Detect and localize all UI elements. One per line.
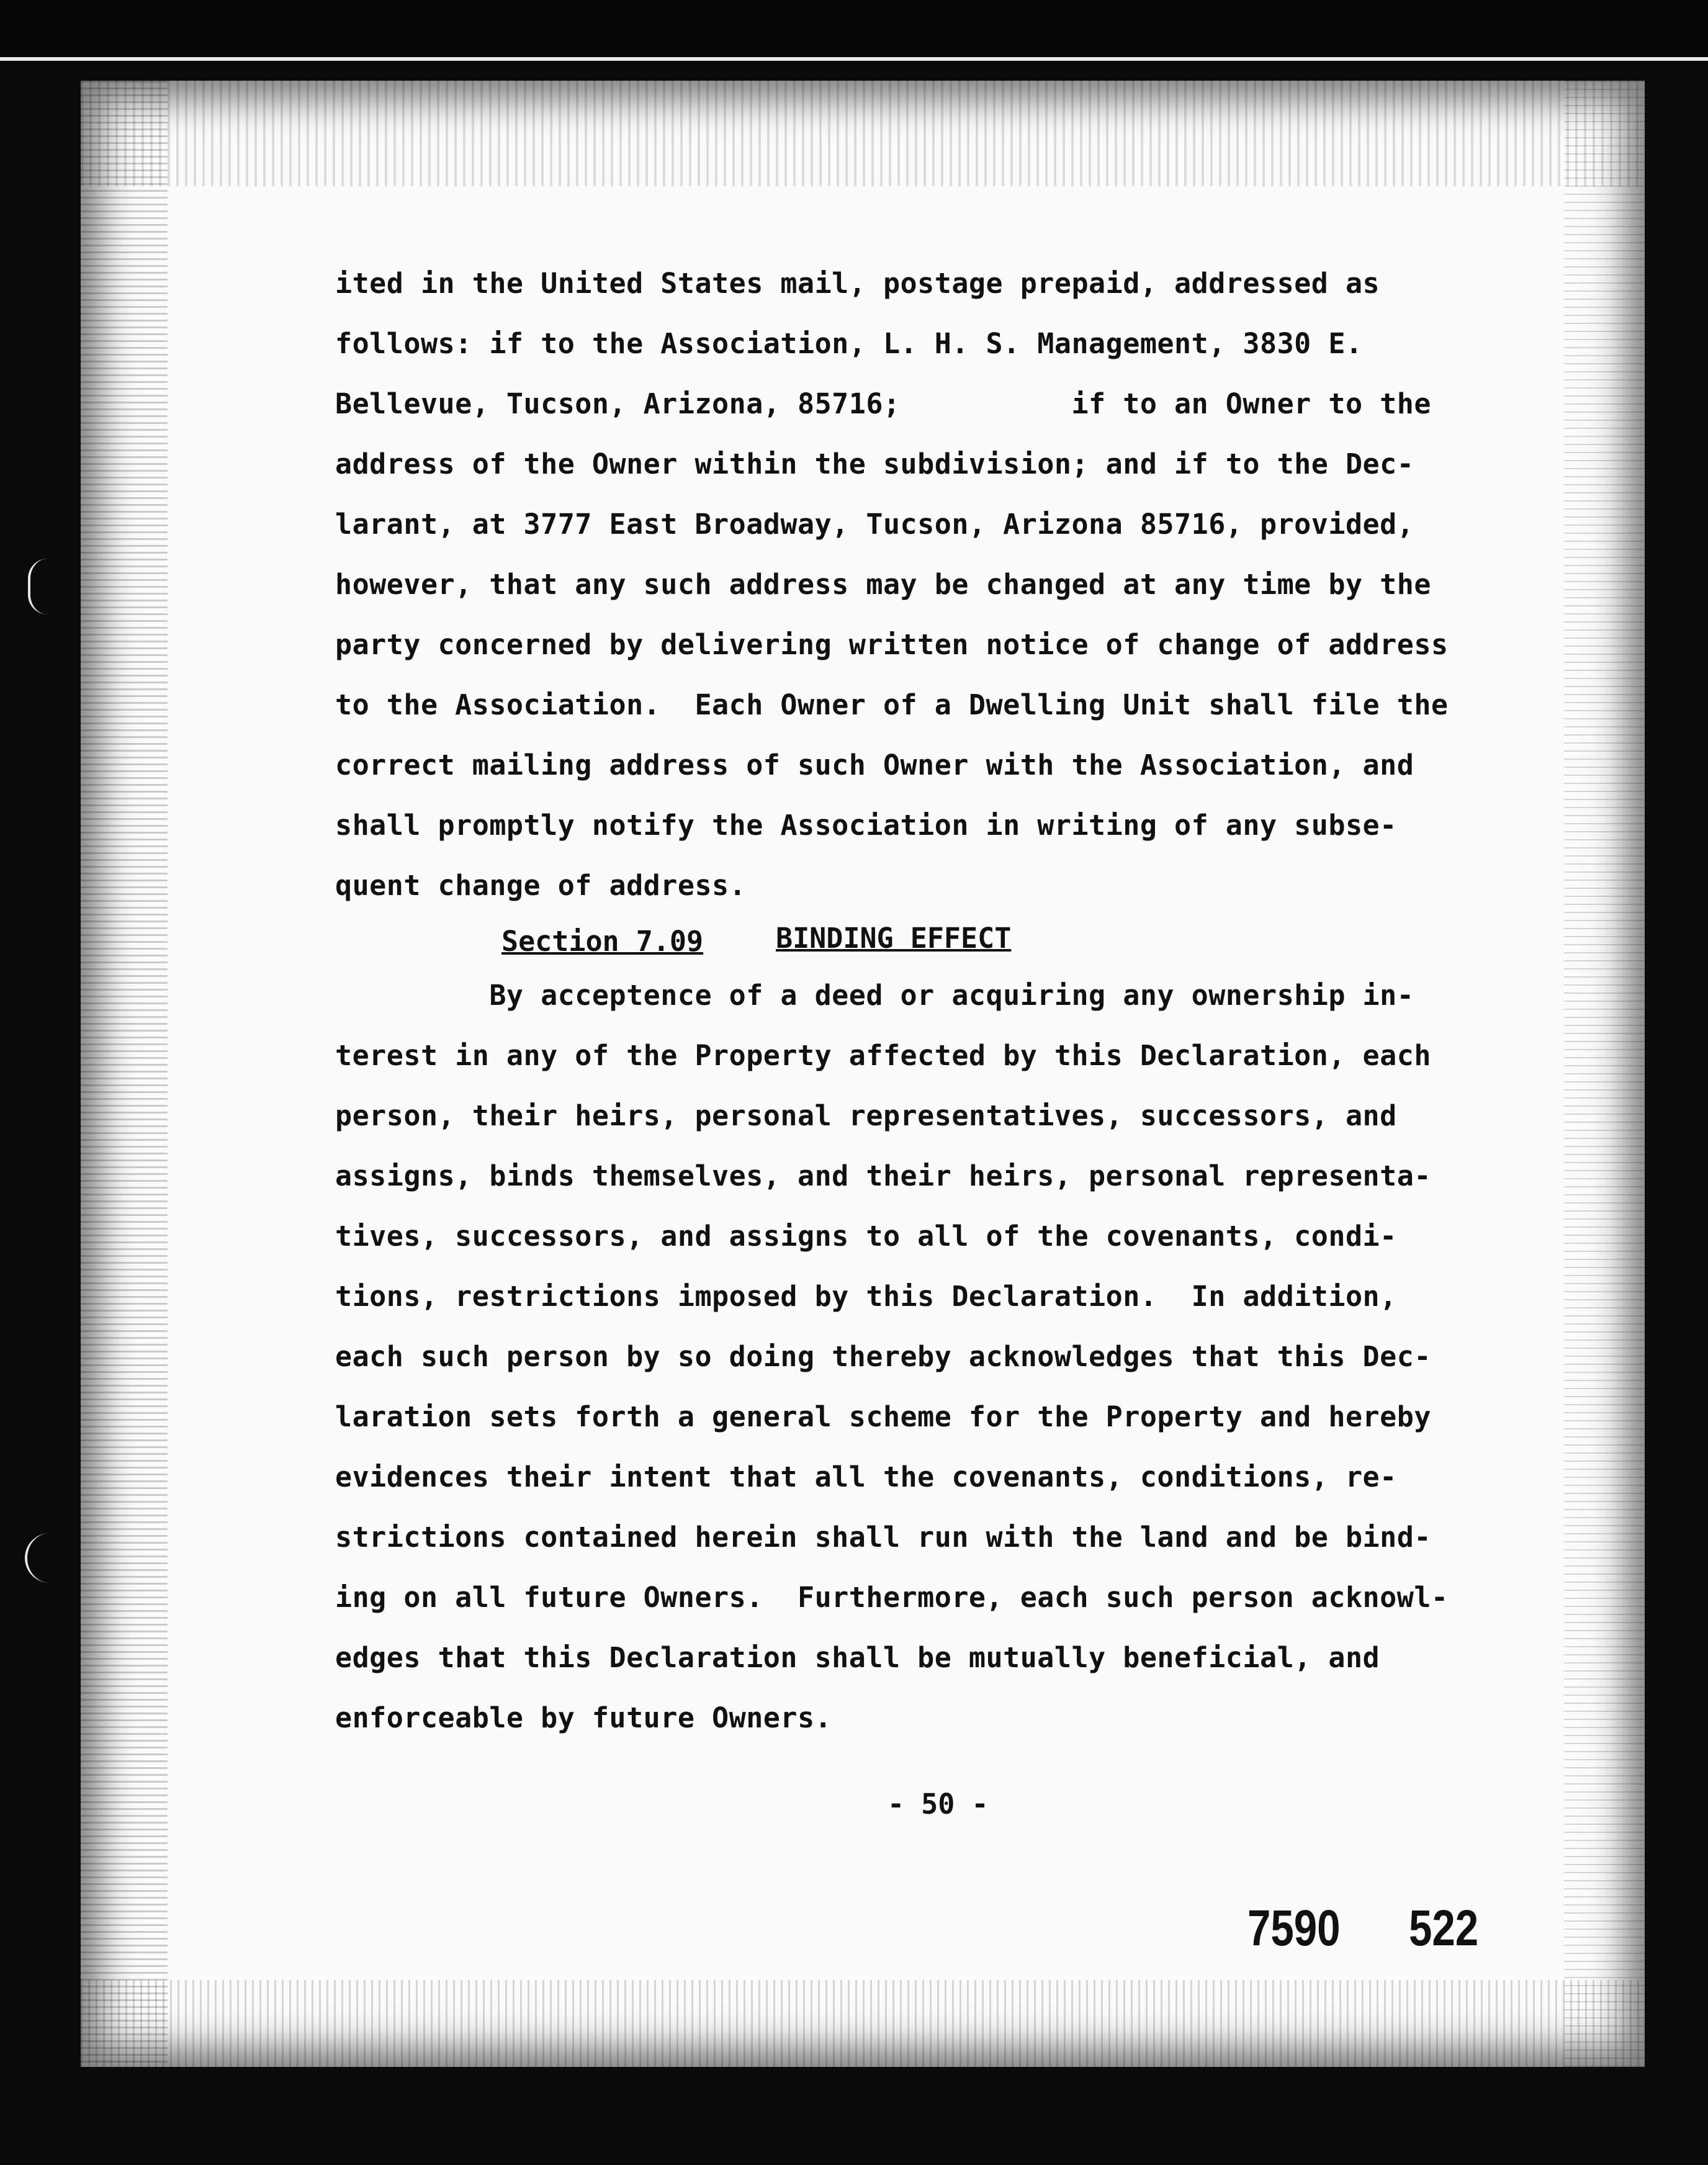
- text-line: larant, at 3777 East Broadway, Tucson, Arizona 85716, provided,: [335, 508, 1414, 541]
- section-title: BINDING EFFECT: [776, 922, 1012, 955]
- recording-page-number: 522: [1409, 1900, 1479, 1956]
- section-number: Section 7.09: [501, 925, 704, 958]
- text-line: enforceable by future Owners.: [335, 1701, 832, 1734]
- text-line: however, that any such address may be changed at any time by the: [335, 568, 1431, 601]
- page-number: - 50 -: [888, 1788, 989, 1821]
- text-line: quent change of address.: [335, 869, 747, 902]
- margin-mark: [25, 1533, 102, 1583]
- text-line: Bellevue, Tucson, Arizona, 85716; if to an Owner to the: [335, 387, 1431, 420]
- text-line: ing on all future Owners. Furthermore, each such person acknowl-: [335, 1581, 1449, 1614]
- text-line: address of the Owner within the subdivision; and if to the Dec-: [335, 448, 1414, 480]
- recording-book-number: 7590: [1247, 1900, 1341, 1956]
- text-line: party concerned by delivering written notice of change of address: [335, 628, 1449, 661]
- scanner-top-border: [0, 0, 1708, 61]
- text-line: person, their heirs, personal representatives, successors, and: [335, 1099, 1397, 1132]
- scan-noise-left: [81, 81, 168, 2067]
- text-line: laration sets forth a general scheme for the Property and hereby: [335, 1400, 1431, 1433]
- text-line: evidences their intent that all the covenants, conditions, re-: [335, 1461, 1397, 1493]
- text-line: to the Association. Each Owner of a Dwelling Unit shall file the: [335, 688, 1449, 721]
- text-line: correct mailing address of such Owner with the Association, and: [335, 749, 1414, 781]
- text-line: assigns, binds themselves, and their heirs, personal representa-: [335, 1159, 1431, 1192]
- scan-noise-right: [1564, 81, 1645, 2067]
- text-line: shall promptly notify the Association in writing of any subse-: [335, 809, 1397, 842]
- text-line: strictions contained herein shall run with the land and be bind-: [335, 1521, 1431, 1554]
- text-line: each such person by so doing thereby acknowledges that this Dec-: [335, 1340, 1431, 1373]
- text-line: follows: if to the Association, L. H. S. Management, 3830 E.: [335, 327, 1363, 360]
- paper-sheet: [81, 81, 1645, 2067]
- text-line: terest in any of the Property affected by this Declaration, each: [335, 1039, 1431, 1072]
- scan-noise-top: [81, 81, 1645, 186]
- text-line: By acceptence of a deed or acquiring any ownership in-: [335, 979, 1414, 1012]
- text-line: tives, successors, and assigns to all of the covenants, condi-: [335, 1220, 1397, 1253]
- text-line: edges that this Declaration shall be mutually beneficial, and: [335, 1641, 1380, 1674]
- text-line: tions, restrictions imposed by this Declaration. In addition,: [335, 1280, 1397, 1313]
- scan-noise-bottom: [81, 1980, 1645, 2067]
- text-line: ited in the United States mail, postage prepaid, addressed as: [335, 267, 1380, 300]
- margin-mark: [28, 559, 68, 614]
